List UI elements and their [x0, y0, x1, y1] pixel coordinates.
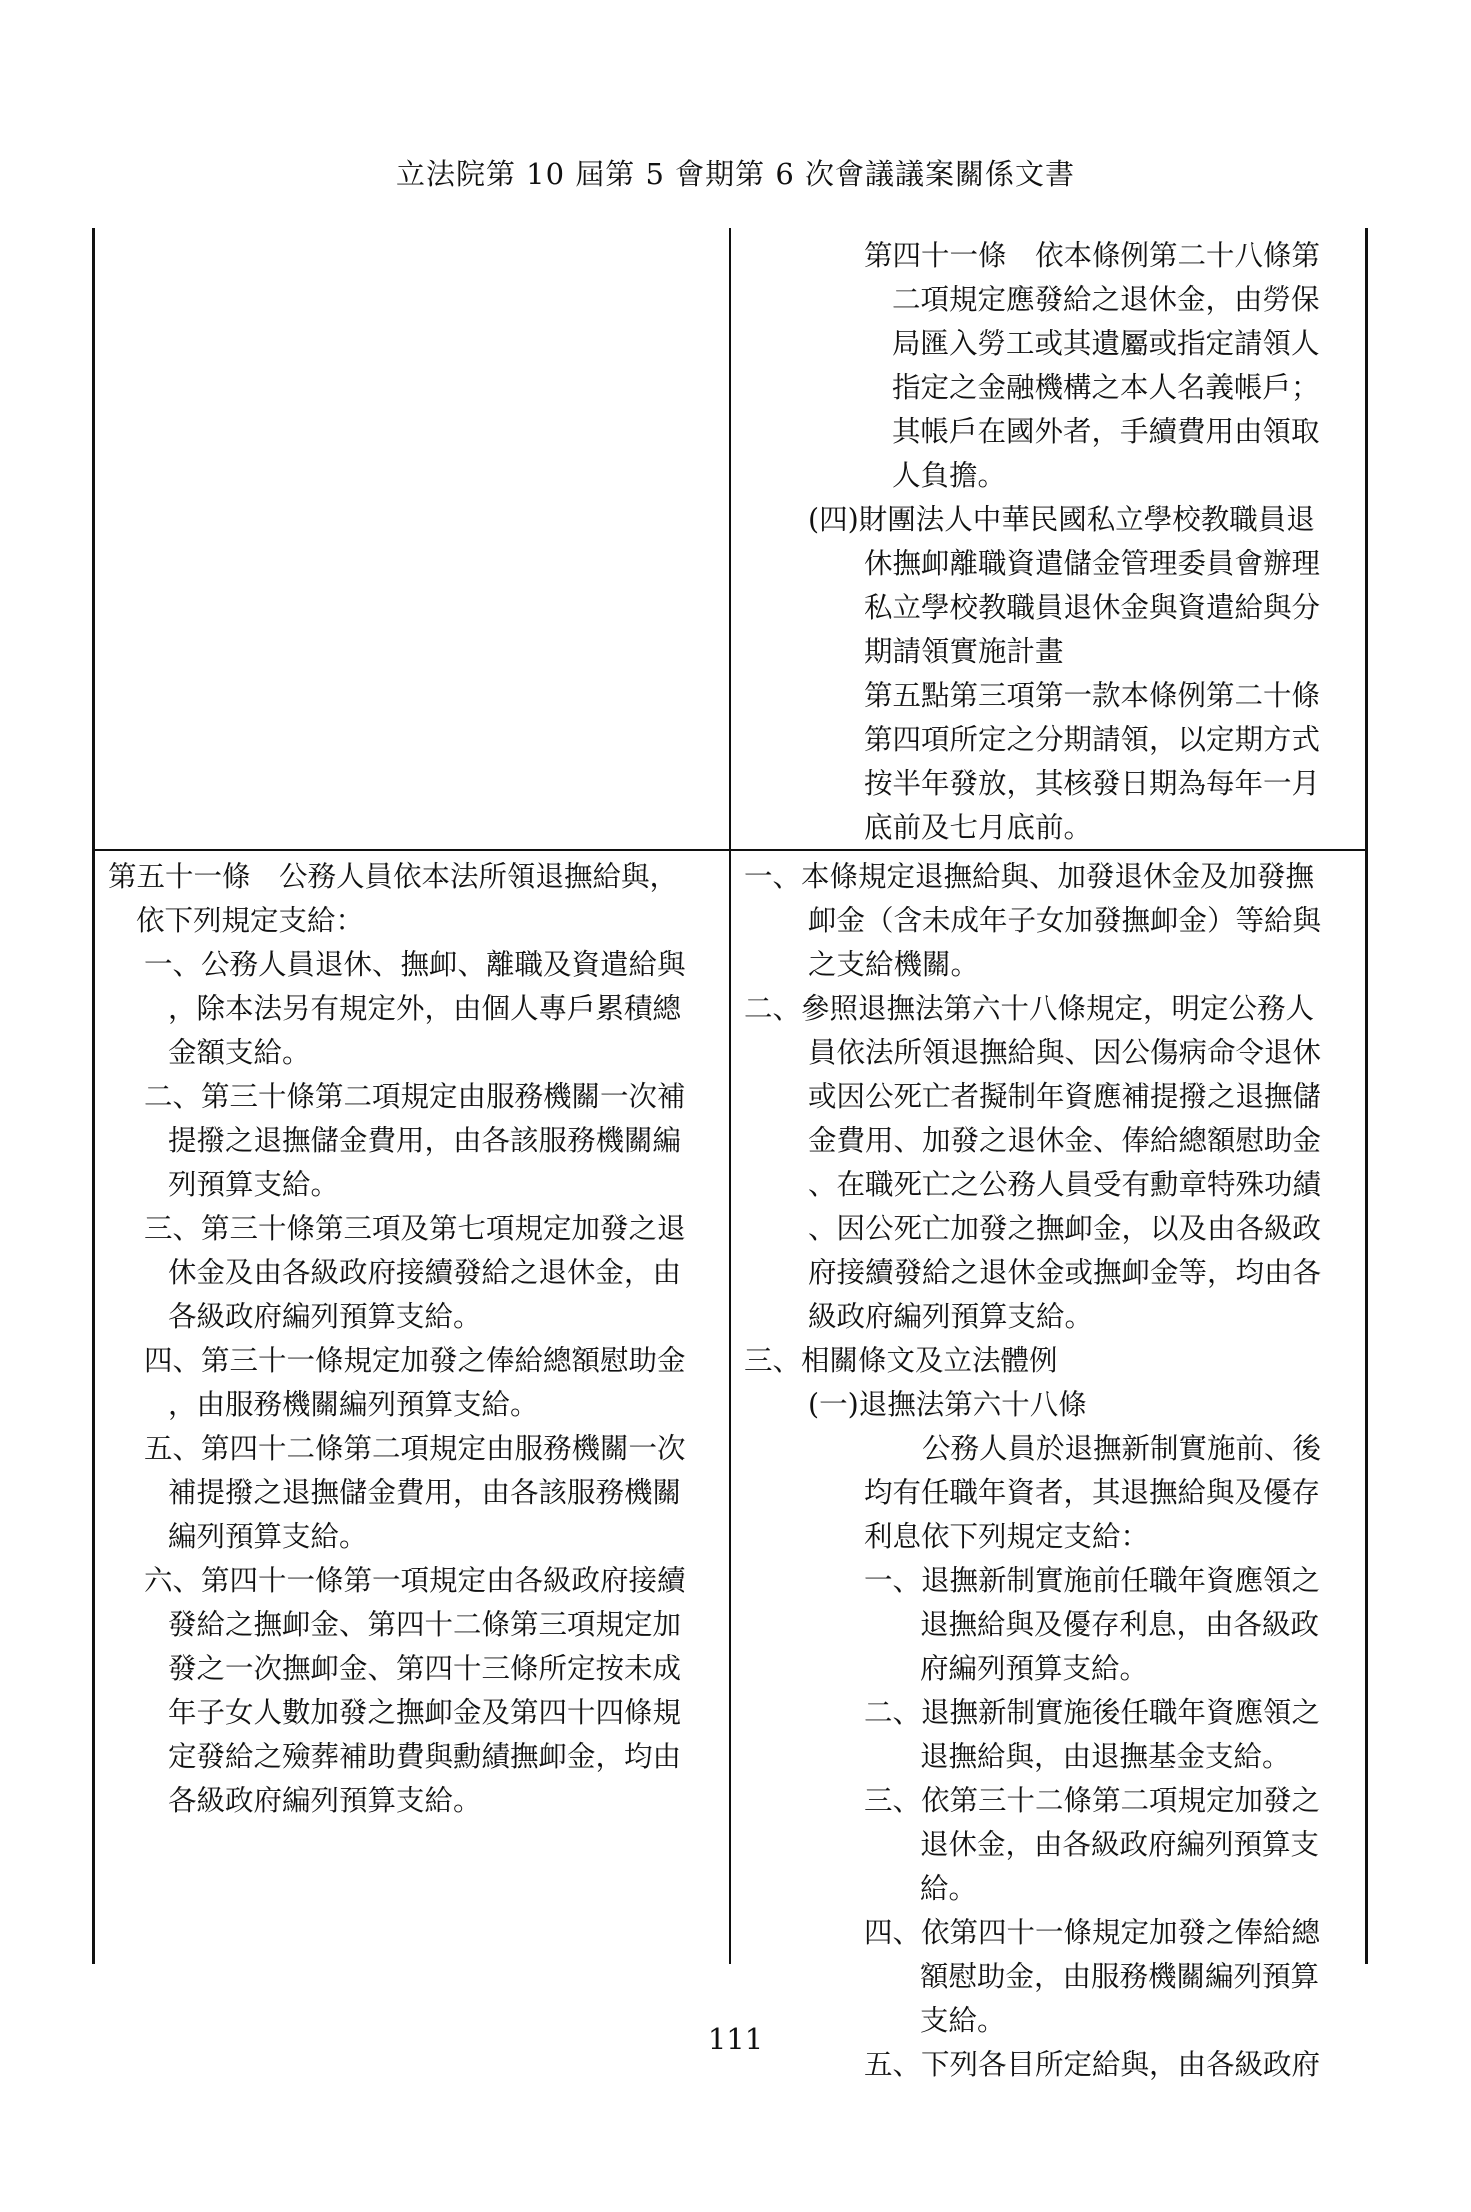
- text-line: ，除本法另有規定外，由個人專戶累積總: [168, 992, 682, 1025]
- bottom-right-cell: [740, 855, 1360, 2087]
- text-line: 定發給之殮葬補助費與勳績撫卹金，均由: [168, 1740, 682, 1773]
- text-line: 其帳戶在國外者，手續費用由領取: [892, 415, 1320, 448]
- text-line: 給。: [920, 1872, 978, 1905]
- text-line: 額慰助金，由服務機關編列預算: [920, 1960, 1320, 1993]
- text-line: 四、依第四十一條規定加發之俸給總: [864, 1916, 1321, 1949]
- text-line: 二、第三十條第二項規定由服務機關一次補: [144, 1080, 686, 1113]
- text-line: 底前及七月底前。: [864, 811, 1093, 844]
- text-line: 依下列規定支給：: [136, 904, 365, 937]
- text-line: 發給之撫卹金、第四十二條第三項規定加: [168, 1608, 682, 1641]
- text-line: 員依法所領退撫給與、因公傷病命令退休: [808, 1036, 1322, 1069]
- text-line: 金費用、加發之退休金、俸給總額慰助金: [808, 1124, 1322, 1157]
- text-line: 第四十一條 依本條例第二十八條第: [864, 239, 1321, 272]
- text-line: 三、相關條文及立法體例: [744, 1344, 1058, 1377]
- text-line: 五、第四十二條第二項規定由服務機關一次: [144, 1432, 686, 1465]
- text-line: 二、退撫新制實施後任職年資應領之: [864, 1696, 1321, 1729]
- text-line: 人負擔。: [892, 459, 1007, 492]
- text-line: 年子女人數加發之撫卹金及第四十四條規: [168, 1696, 682, 1729]
- text-line: 指定之金融機構之本人名義帳戶；: [892, 371, 1320, 404]
- bottom-left-cell: [108, 855, 723, 1823]
- text-line: 提撥之退撫儲金費用，由各該服務機關編: [168, 1124, 682, 1157]
- text-line: 六、第四十一條第一項規定由各級政府接續: [144, 1564, 686, 1597]
- text-line: 二項規定應發給之退休金，由勞保: [892, 283, 1320, 316]
- text-line: 、因公死亡加發之撫卹金，以及由各級政: [808, 1212, 1322, 1245]
- top-right-cell: [740, 234, 1360, 850]
- text-line: 退休金，由各級政府編列預算支: [920, 1828, 1320, 1861]
- text-line: 編列預算支給。: [168, 1520, 368, 1553]
- text-line: 之支給機關。: [808, 948, 980, 981]
- table-right-border: [1365, 228, 1368, 1964]
- page-header: 立法院第 10 屆第 5 會期第 6 次會議議案關係文書: [395, 157, 1076, 191]
- text-line: 休金及由各級政府接續發給之退休金，由: [168, 1256, 682, 1289]
- text-line: 一、退撫新制實施前任職年資應領之: [864, 1564, 1321, 1597]
- text-line: (四)財團法人中華民國私立學校教職員退: [808, 503, 1315, 536]
- text-line: 利息依下列規定支給：: [864, 1520, 1150, 1553]
- text-line: 府接續發給之退休金或撫卹金等，均由各: [808, 1256, 1322, 1289]
- text-line: 、在職死亡之公務人員受有勳章特殊功績: [808, 1168, 1322, 1201]
- text-line: 各級政府編列預算支給。: [168, 1300, 482, 1333]
- text-line: 期請領實施計畫: [864, 635, 1064, 668]
- text-line: 發之一次撫卹金、第四十三條所定按未成: [168, 1652, 682, 1685]
- text-line: 私立學校教職員退休金與資遣給與分: [864, 591, 1321, 624]
- article-heading: 第五十一條 公務人員依本法所領退撫給與，: [108, 860, 679, 893]
- text-line: 第四項所定之分期請領，以定期方式: [864, 723, 1321, 756]
- table-left-border: [92, 228, 95, 1964]
- text-line: 四、第三十一條規定加發之俸給總額慰助金: [144, 1344, 686, 1377]
- text-line: 五、下列各目所定給與，由各級政府: [864, 2048, 1321, 2081]
- text-line: 均有任職年資者，其退撫給與及優存: [864, 1476, 1321, 1509]
- text-line: 公務人員於退撫新制實施前、後: [922, 1432, 1322, 1465]
- text-line: 各級政府編列預算支給。: [168, 1784, 482, 1817]
- text-line: 三、依第三十二條第二項規定加發之: [864, 1784, 1321, 1817]
- text-line: 列預算支給。: [168, 1168, 340, 1201]
- page-number: 111: [707, 2022, 764, 2056]
- text-line: (一)退撫法第六十八條: [808, 1388, 1087, 1421]
- text-line: 金額支給。: [168, 1036, 311, 1069]
- text-line: 按半年發放，其核發日期為每年一月: [864, 767, 1321, 800]
- text-line: ，由服務機關編列預算支給。: [168, 1388, 539, 1421]
- text-line: 或因公死亡者擬制年資應補提撥之退撫儲: [808, 1080, 1322, 1113]
- text-line: 府編列預算支給。: [920, 1652, 1149, 1685]
- text-line: 一、公務人員退休、撫卹、離職及資遣給與: [144, 948, 686, 981]
- text-line: 退撫給與，由退撫基金支給。: [920, 1740, 1291, 1773]
- text-line: 第五點第三項第一款本條例第二十條: [864, 679, 1321, 712]
- text-line: 支給。: [920, 2004, 1006, 2037]
- text-line: 二、參照退撫法第六十八條規定，明定公務人: [744, 992, 1315, 1025]
- text-line: 一、本條規定退撫給與、加發退休金及加發撫: [744, 860, 1315, 893]
- text-line: 補提撥之退撫儲金費用，由各該服務機關: [168, 1476, 682, 1509]
- text-line: 局匯入勞工或其遺屬或指定請領人: [892, 327, 1320, 360]
- text-line: 三、第三十條第三項及第七項規定加發之退: [144, 1212, 686, 1245]
- text-line: 級政府編列預算支給。: [808, 1300, 1094, 1333]
- text-line: 休撫卹離職資遣儲金管理委員會辦理: [864, 547, 1321, 580]
- text-line: 卹金（含未成年子女加發撫卹金）等給與: [808, 904, 1322, 937]
- table-center-divider: [729, 228, 731, 1964]
- text-line: 退撫給與及優存利息，由各級政: [920, 1608, 1320, 1641]
